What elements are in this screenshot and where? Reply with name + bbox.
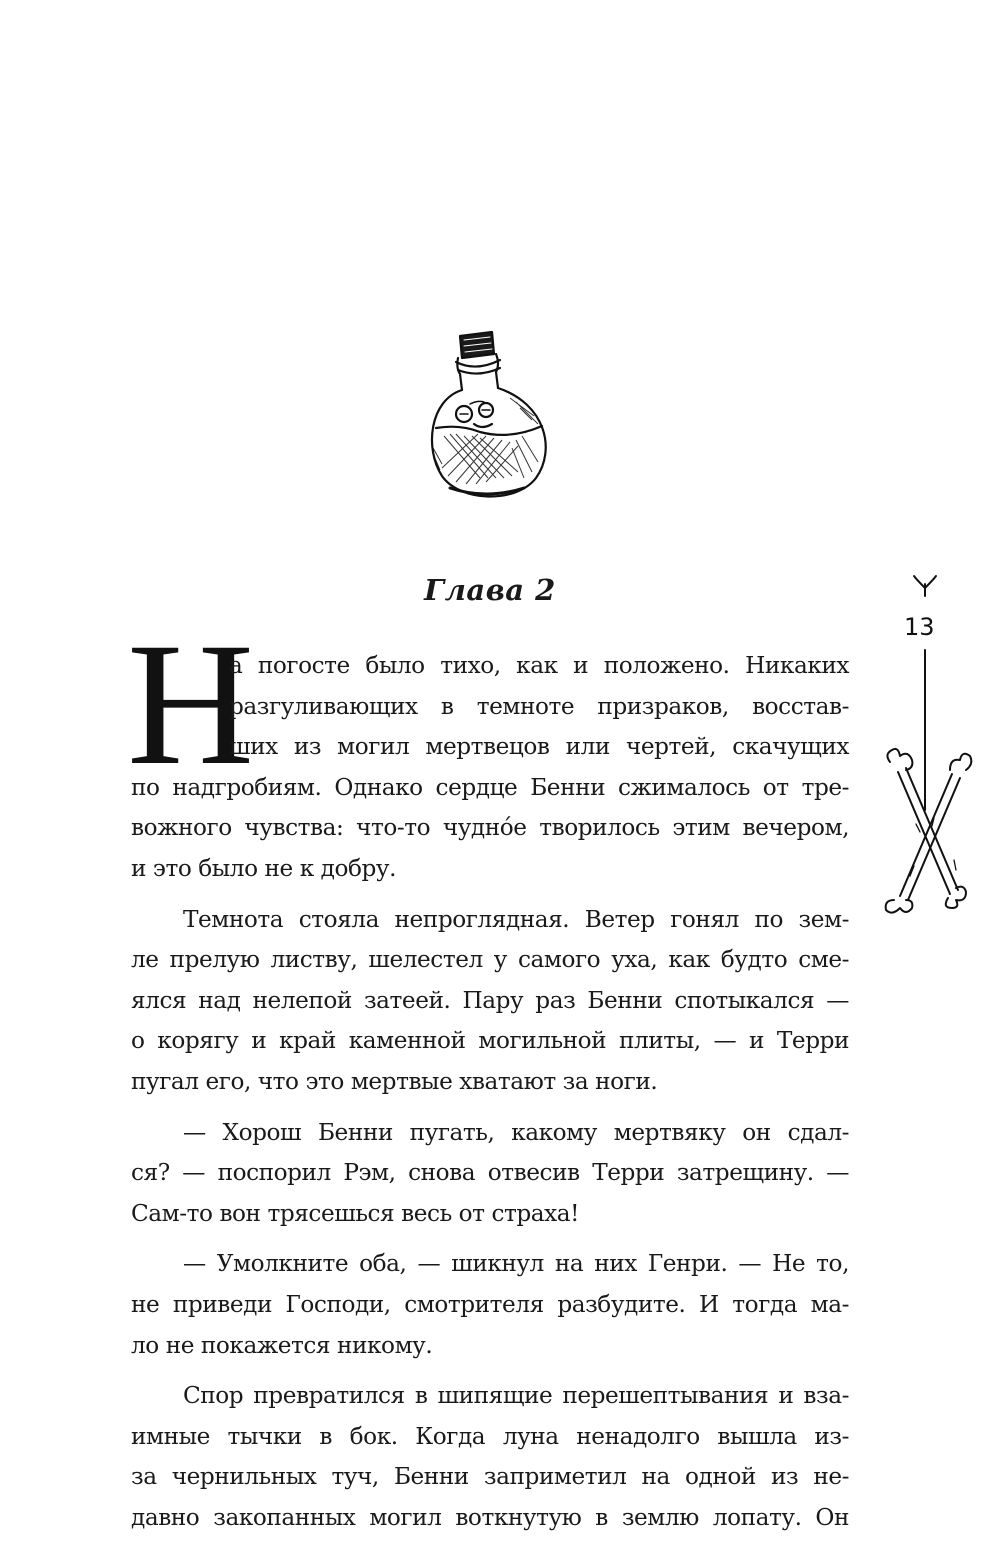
chapter-body [131, 646, 849, 1538]
text-line: Темнота стояла непроглядная. Ветер гонял по зем- [183, 905, 849, 933]
text-line: ся? — поспорил Рэм, снова отвесив Терри затрещину. — [131, 1159, 849, 1187]
chapter-title: Глава 2 [424, 573, 556, 607]
text-line: о корягу и край каменной могильной плиты, — и Терри [131, 1027, 849, 1055]
text-line: за чернильных туч, Бенни заприметил на одной из не- [131, 1463, 849, 1491]
text-line: — Умолкните оба, — шикнул на них Генри. — Не то, [183, 1250, 849, 1278]
paragraph [131, 900, 849, 1103]
drop-cap: Н [127, 607, 255, 802]
paragraph [131, 1244, 849, 1366]
text-line: вожного чувства: что-то чуднóе творилось этим вечером, [131, 814, 849, 842]
text-line: а погосте было тихо, как и положено. Никаких [229, 652, 849, 679]
text-line: давно закопанных могил воткнутую в землю лопату. Он [131, 1503, 849, 1531]
paragraph [131, 646, 849, 890]
text-line: ло не покажется никому. [131, 1331, 433, 1359]
text-line: ялся над нелепой затеей. Пару раз Бенни спотыкался — [131, 986, 849, 1014]
text-line: Сам-то вон трясешься весь от страха! [131, 1199, 580, 1227]
text-line: ших из могил мертвецов или чертей, скачущих [229, 733, 849, 761]
text-line: — Хорош Бенни пугать, какому мертвяку он сдал- [183, 1118, 849, 1146]
text-line: и это было не к добру. [131, 854, 397, 882]
text-line: по надгробиям. Однако сердце Бенни сжималось от тре- [131, 773, 849, 801]
text-line: пугал его, что это мертвые хватают за ноги. [131, 1067, 658, 1095]
paragraph [131, 1376, 849, 1538]
page-number: 13 [904, 613, 935, 641]
text-line: имные тычки в бок. Когда луна ненадолго вышла из- [131, 1422, 849, 1450]
paragraph [131, 1113, 849, 1235]
text-line: не приведи Господи, смотрителя разбудите. И тогда ма- [131, 1290, 849, 1318]
text-line: Спор превратился в шипящие перешептывания и вза- [183, 1382, 849, 1410]
crossed-bones-ornament [870, 574, 980, 914]
potion-flask-illustration [420, 328, 554, 504]
text-line: разгуливающих в темноте призраков, восстав- [229, 692, 849, 720]
text-line: ле прелую листву, шелестел у самого уха, как будто сме- [131, 946, 849, 974]
